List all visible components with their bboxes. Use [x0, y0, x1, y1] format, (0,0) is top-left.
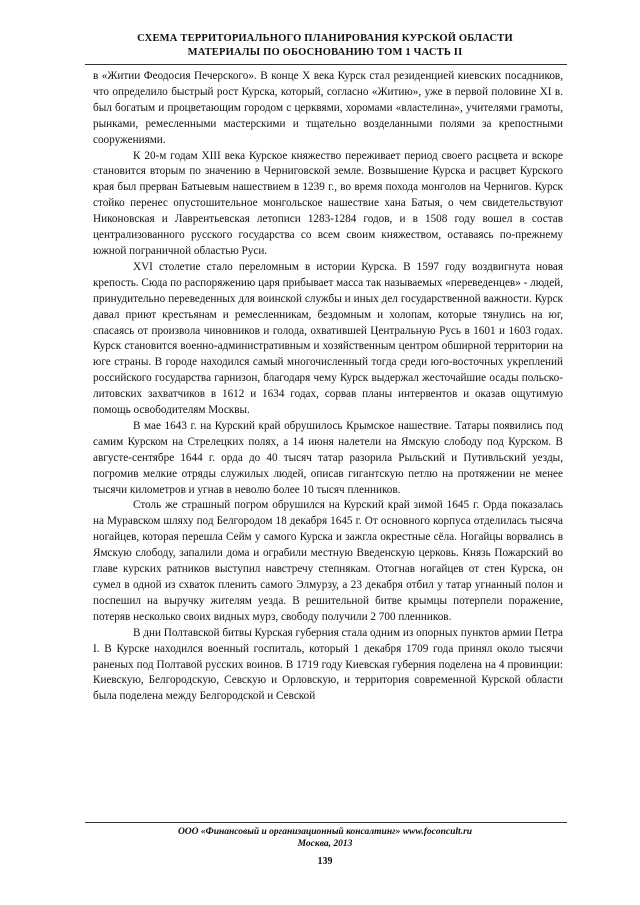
paragraph-6: В дни Полтавской битвы Курская губерния стала одним из опорных пунктов армии Петра I. В Курске находился военный госпиталь, который 1 декабря 1709 года принял около тысячи раненых под Полтавой русских воинов. В 1719 году Киевская губерния поделена на 4 провинции: Киевскую, Белгородскую, Севскую и Орловскую, и территория современной Курской области была поделена между Белгородской и Севской [93, 626, 563, 703]
header-title: СХЕМА ТЕРРИТОРИАЛЬНОГО ПЛАНИРОВАНИЯ КУРСКОЙ ОБЛАСТИ [137, 33, 513, 44]
paragraph-1: в «Житии Феодосия Печерского». В конце X века Курск стал резиденцией киевских посадников, что определило быстрый рост Курска, который, согласно «Житию», уже в первой половине XI в. был богатым и процветающим городом с церквями, хоромами «властелина», учителями грамоты, рынками, ремесленными мастерскими и тщательно возделанными полями за крепостными сооружениями. [93, 70, 563, 146]
header-subtitle: МАТЕРИАЛЫ ПО ОБОСНОВАНИЮ ТОМ 1 ЧАСТЬ II [187, 47, 463, 58]
paragraph-2: К 20-м годам XIII века Курское княжество переживает период своего расцвета и вскоре становится вторым по значению в Черниговской земле. Возвышение Курска и расцвет Курского края был прерван Батыевым нашествием в 1239 г., во время похода монголов на Чернигов. Курск стойко перенес опустошительное монгольское нашествие хана Батыя, о чем свидетельствуют Никоновская и Лаврентьевская летописи 1283-1284 годов, и в 1508 году вошел в состав централизованного русского государства со всем своим княжеством, оставаясь по-прежнему южной пограничной областью Руси. [93, 149, 563, 257]
footer-company: ООО «Финансовый и организационный консалтинг» www.foconcult.ru [177, 827, 473, 837]
paragraph-5: Столь же страшный погром обрушился на Курский край зимой 1645 г. Орда показалась на Муравском шляху под Белгородом 18 декабря 1645 г. От основного корпуса отделилась тысяча ногайцев, которая перешла Сейм у самого Курска и зажгла окрестные сёла. Ногайцы ворвались в Ямскую слободу, запалили дома и ограбили местную Введенскую церковь. Князь Пожарский во главе курских ратников выступил навстречу степнякам. Отогнав ногайцев от стен Курска, он сумел в одной из схваток пленить самого Элмурзу, а 23 декабря отбил у татар угнанный полон и поспешил на выручку жителям уезда. В решительной битве крымцы потерпели поражение, потеряв несколько своих видных мурз, свободу получили 2 700 пленников. [93, 499, 563, 623]
footer-divider [85, 822, 567, 823]
body-text [93, 69, 563, 705]
header-divider [85, 64, 567, 65]
footer-city-year: Москва, 2013 [297, 839, 353, 849]
page-number: 139 [317, 856, 333, 867]
paragraph-3: XVI столетие стало переломным в истории Курска. В 1597 году воздвигнута новая крепость. Сюда по распоряжению царя прибывает масса так называемых «переведенцев» - людей, принудительно переведенных для воинской службы и иных дел государственной важности. Курск давал приют крестьянам и ремесленникам, бездомным и холопам, которые тянулись на юг, спасаясь от произвола чиновников и голода, охватившей Центральную Русь в 1601 и 1603 годах. Курск становится военно-административным и хозяйственным центром обширной территории на юге страны. В городе находился самый многочисленный тогда среди юго-восточных укреплений российского государства гарнизон, благодаря чему Курск выдержал жесточайшие осады польско-литовских захватчиков в 1612 и 1634 годах, сорвав планы интервентов и оказав ощутимую помощь освободителям Москвы. [93, 260, 563, 417]
paragraph-4: В мае 1643 г. на Курский край обрушилось Крымское нашествие. Татары появились под самим Курском на Стрелецких полях, а 14 июня налетели на Ямскую слободу под Курском. В августе-сентябре 1644 г. орда до 40 тысяч татар разорила Рыльский и Путивльский уезды, погромив мелкие отряды служилых людей, описав гигантскую петлю на протяжении не менее тысячи километров и угнав в неволю более 10 тысяч пленников. [93, 419, 563, 496]
